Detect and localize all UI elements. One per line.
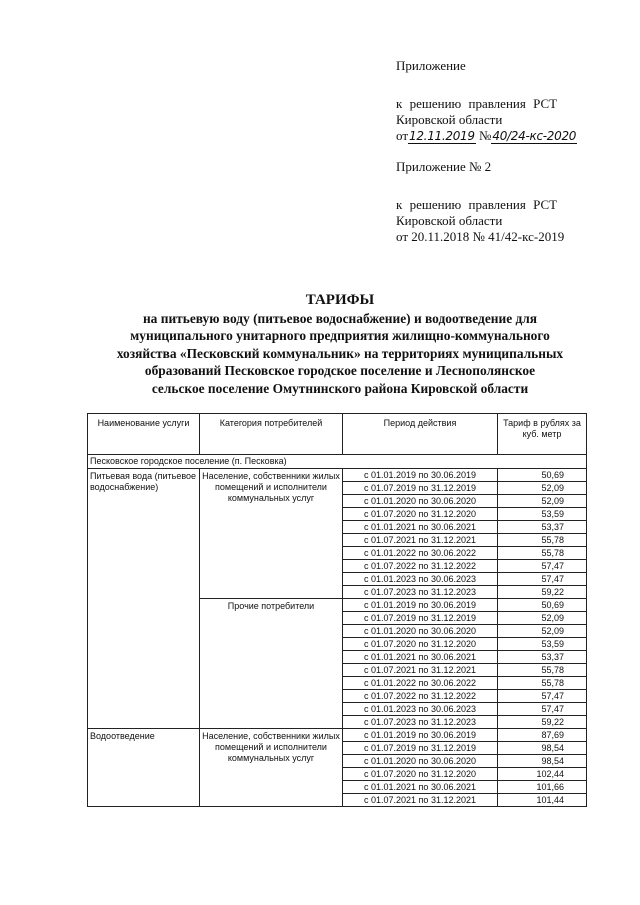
date-prefix: от xyxy=(396,128,409,143)
period-cell: с 01.01.2020 по 30.06.2020 xyxy=(343,495,498,508)
appendix-2-block xyxy=(396,159,564,245)
rate-cell: 55,78 xyxy=(498,677,587,690)
rate-cell: 57,47 xyxy=(498,573,587,586)
rate-cell: 53,59 xyxy=(498,638,587,651)
rate-cell: 87,69 xyxy=(498,729,587,742)
period-cell: с 01.01.2020 по 30.06.2020 xyxy=(343,755,498,768)
title-line-5: сельское поселение Омутнинского района Кировской области xyxy=(151,380,529,396)
title-line-2: муниципального унитарного предприятия жилищно-коммунального xyxy=(130,328,550,344)
period-cell: с 01.07.2020 по 31.12.2020 xyxy=(343,638,498,651)
appendix-line-2: Кировской области xyxy=(396,112,503,127)
period-cell: с 01.07.2020 по 31.12.2020 xyxy=(343,768,498,781)
consumer-category: Население, собственники жилых помещений и исполнители коммунальных услуг xyxy=(200,469,343,599)
service-name: Питьевая вода (питьевое водоснабжение) xyxy=(88,469,200,729)
rate-cell: 53,59 xyxy=(498,508,587,521)
appendix-2-line-2: Кировской области xyxy=(396,213,503,228)
period-cell: с 01.07.2019 по 31.12.2019 xyxy=(343,612,498,625)
rate-cell: 53,37 xyxy=(498,651,587,664)
period-cell: с 01.01.2021 по 30.06.2021 xyxy=(343,521,498,534)
period-cell: с 01.07.2019 по 31.12.2019 xyxy=(343,482,498,495)
appendix-2-line-1: к решению правления РСТ xyxy=(396,197,558,212)
period-cell: с 01.07.2021 по 31.12.2021 xyxy=(343,794,498,807)
period-cell: с 01.07.2023 по 31.12.2023 xyxy=(343,586,498,599)
rate-cell: 59,22 xyxy=(498,716,587,729)
period-cell: с 01.07.2021 по 31.12.2021 xyxy=(343,664,498,677)
period-cell: с 01.01.2019 по 30.06.2019 xyxy=(343,599,498,612)
rate-cell: 50,69 xyxy=(498,469,587,482)
table-row xyxy=(88,469,587,482)
rate-cell: 101,66 xyxy=(498,781,587,794)
rate-cell: 55,78 xyxy=(498,664,587,677)
rate-cell: 102,44 xyxy=(498,768,587,781)
rate-cell: 50,69 xyxy=(498,599,587,612)
table-header-row xyxy=(88,414,587,455)
header-category: Категория потребителей xyxy=(200,414,343,455)
appendix-2-title: Приложение № 2 xyxy=(396,159,492,174)
appendix-date-line xyxy=(396,128,577,144)
rate-cell: 57,47 xyxy=(498,560,587,573)
period-cell: с 01.01.2023 по 30.06.2023 xyxy=(343,703,498,716)
appendix-block xyxy=(396,58,577,144)
rate-cell: 52,09 xyxy=(498,495,587,508)
rate-cell: 98,54 xyxy=(498,742,587,755)
document-title xyxy=(100,290,580,397)
title-line-1: на питьевую воду (питьевое водоснабжение) и водоотведение для xyxy=(142,311,538,326)
period-cell: с 01.07.2019 по 31.12.2019 xyxy=(343,742,498,755)
title-main: ТАРИФЫ xyxy=(305,292,375,308)
period-cell: с 01.07.2020 по 31.12.2020 xyxy=(343,508,498,521)
header-service: Наименование услуги xyxy=(88,414,200,455)
number-prefix: № xyxy=(478,128,492,143)
table-row xyxy=(88,729,587,742)
rate-cell: 55,78 xyxy=(498,547,587,560)
period-cell: с 01.01.2021 по 30.06.2021 xyxy=(343,781,498,794)
rate-cell: 52,09 xyxy=(498,482,587,495)
header-rate: Тариф в рублях за куб. метр xyxy=(498,414,587,455)
period-cell: с 01.01.2019 по 30.06.2019 xyxy=(343,729,498,742)
consumer-category: Прочие потребители xyxy=(200,599,343,729)
rate-cell: 101,44 xyxy=(498,794,587,807)
service-name: Водоотведение xyxy=(88,729,200,807)
title-line-3: хозяйства «Песковский коммунальник» на территориях муниципальных xyxy=(116,345,564,361)
appendix-line-1: к решению правления РСТ xyxy=(396,96,558,111)
handwritten-number: 40/24-кс-2020 xyxy=(492,129,577,143)
rate-cell: 57,47 xyxy=(498,703,587,716)
period-cell: с 01.01.2019 по 30.06.2019 xyxy=(343,469,498,482)
table-body xyxy=(88,455,587,807)
period-cell: с 01.01.2022 по 30.06.2022 xyxy=(343,547,498,560)
handwritten-date: 12.11.2019 xyxy=(409,129,475,143)
header-period: Период действия xyxy=(343,414,498,455)
rate-cell: 57,47 xyxy=(498,690,587,703)
period-cell: с 01.07.2022 по 31.12.2022 xyxy=(343,560,498,573)
period-cell: с 01.01.2021 по 30.06.2021 xyxy=(343,651,498,664)
period-cell: с 01.07.2023 по 31.12.2023 xyxy=(343,716,498,729)
rate-cell: 59,22 xyxy=(498,586,587,599)
period-cell: с 01.01.2023 по 30.06.2023 xyxy=(343,573,498,586)
consumer-category: Население, собственники жилых помещений и исполнители коммунальных услуг xyxy=(200,729,343,807)
period-cell: с 01.07.2021 по 31.12.2021 xyxy=(343,534,498,547)
period-cell: с 01.01.2022 по 30.06.2022 xyxy=(343,677,498,690)
rate-cell: 98,54 xyxy=(498,755,587,768)
rate-cell: 55,78 xyxy=(498,534,587,547)
period-cell: с 01.01.2020 по 30.06.2020 xyxy=(343,625,498,638)
tariff-table xyxy=(87,413,587,807)
rate-cell: 52,09 xyxy=(498,612,587,625)
appendix-2-line-3: от 20.11.2018 № 41/42-кс-2019 xyxy=(396,229,565,244)
section-title: Песковское городское поселение (п. Песковка) xyxy=(88,455,587,469)
rate-cell: 53,37 xyxy=(498,521,587,534)
appendix-title: Приложение xyxy=(396,58,466,73)
title-line-4: образований Песковское городское поселение и Леснополянское xyxy=(144,363,536,379)
section-row xyxy=(88,455,587,469)
period-cell: с 01.07.2022 по 31.12.2022 xyxy=(343,690,498,703)
rate-cell: 52,09 xyxy=(498,625,587,638)
